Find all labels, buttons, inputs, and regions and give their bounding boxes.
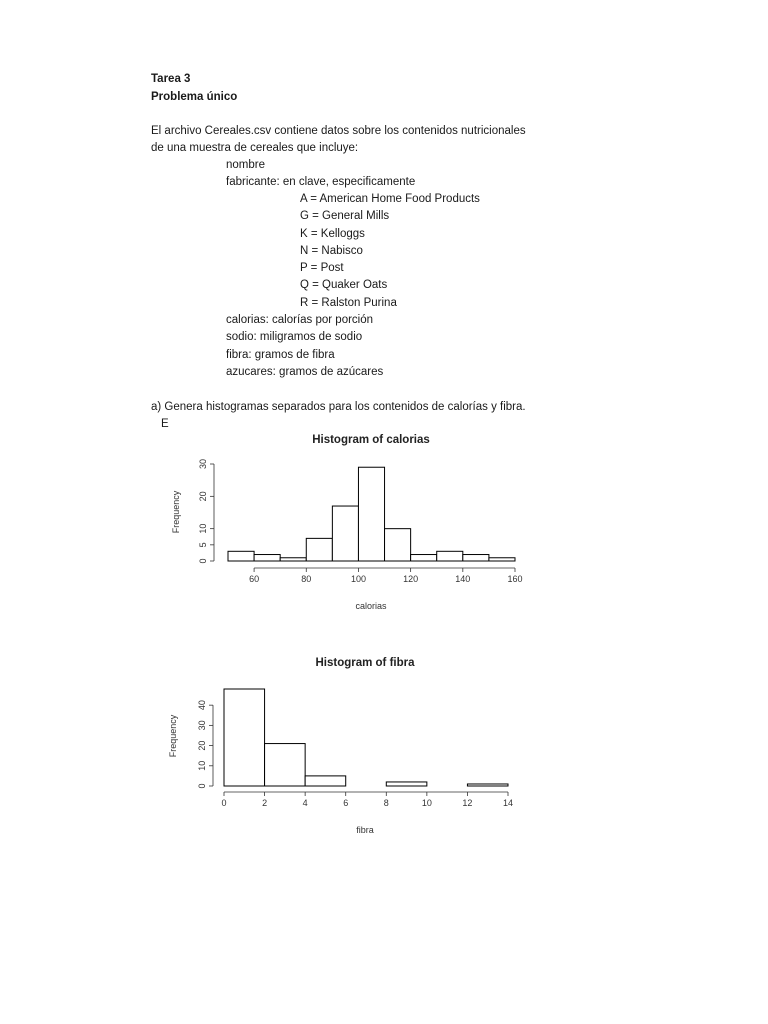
histogram-bar xyxy=(411,555,437,561)
question-a: a) Genera histogramas separados para los contenidos de calorías y fibra. xyxy=(151,401,526,413)
stray-letter: E xyxy=(161,418,169,430)
y-tick-label: 0 xyxy=(198,558,208,564)
histogram-bar xyxy=(224,689,265,786)
histogram-bar xyxy=(467,784,508,786)
histogram-fibra xyxy=(160,650,540,842)
x-tick-label: 80 xyxy=(301,574,312,584)
manufacturer-item: K = Kelloggs xyxy=(300,228,365,240)
var-nombre: nombre xyxy=(226,159,265,171)
manufacturer-item: Q = Quaker Oats xyxy=(300,279,388,291)
histogram-bar xyxy=(280,558,306,561)
histogram-bar xyxy=(489,558,515,561)
histogram-bar xyxy=(265,744,306,786)
x-tick-label: 140 xyxy=(455,574,471,584)
chart-title: Histogram of calorias xyxy=(312,434,430,446)
x-tick-label: 60 xyxy=(249,574,260,584)
histogram-bar xyxy=(358,467,384,561)
histogram-bar xyxy=(386,782,427,786)
chart-title: Histogram of fibra xyxy=(315,657,415,669)
histogram-bar xyxy=(306,538,332,561)
x-tick-label: 4 xyxy=(302,798,308,808)
x-tick-label: 100 xyxy=(350,574,366,584)
x-tick-label: 10 xyxy=(421,798,432,808)
manufacturer-item: P = Post xyxy=(300,262,344,274)
y-tick-label: 30 xyxy=(198,458,208,470)
y-tick-label: 10 xyxy=(197,760,207,771)
intro-line-2: de una muestra de cereales que incluye: xyxy=(151,142,359,154)
y-tick-label: 30 xyxy=(197,720,207,731)
intro-line-1: El archivo Cereales.csv contiene datos sobre los contenidos nutricionales xyxy=(151,125,526,137)
histogram-bar xyxy=(305,776,346,786)
var-fibra: fibra: gramos de fibra xyxy=(226,349,335,361)
y-tick-label: 0 xyxy=(197,783,207,789)
var-sodio: sodio: miligramos de sodio xyxy=(226,331,363,343)
histogram-bar xyxy=(254,555,280,561)
y-tick-label: 10 xyxy=(198,523,208,534)
manufacturer-item: G = General Mills xyxy=(300,210,390,222)
x-tick-label: 2 xyxy=(262,798,268,808)
var-fabricante: fabricante: en clave, especificamente xyxy=(226,176,416,188)
task-title: Tarea 3 xyxy=(151,73,191,85)
x-tick-label: 120 xyxy=(403,574,419,584)
histogram-bar xyxy=(463,555,489,561)
x-tick-label: 6 xyxy=(343,798,349,808)
y-tick-label: 40 xyxy=(197,700,207,711)
x-tick-label: 0 xyxy=(221,798,227,808)
manufacturer-item: A = American Home Food Products xyxy=(300,193,480,205)
histogram-bar xyxy=(437,551,463,561)
y-tick-label: 5 xyxy=(198,542,208,548)
histogram-calorias xyxy=(160,426,540,618)
histogram-bar xyxy=(385,529,411,561)
y-tick-label: 20 xyxy=(197,740,207,751)
x-axis-label: calorias xyxy=(355,601,387,611)
x-tick-label: 14 xyxy=(502,798,514,808)
var-azucares: azucares: gramos de azúcares xyxy=(226,366,384,378)
manufacturer-item: R = Ralston Purina xyxy=(300,297,397,309)
histogram-bar xyxy=(332,506,358,561)
x-axis-label: fibra xyxy=(356,825,374,835)
histogram-bar xyxy=(228,551,254,561)
x-tick-label: 12 xyxy=(462,798,473,808)
problem-title: Problema único xyxy=(151,91,238,103)
y-axis-label: Frequency xyxy=(171,490,181,534)
y-tick-label: 20 xyxy=(198,491,208,502)
y-axis-label: Frequency xyxy=(168,714,178,758)
x-tick-label: 8 xyxy=(383,798,389,808)
x-tick-label: 160 xyxy=(507,574,523,584)
var-calorias: calorias: calorías por porción xyxy=(226,314,374,326)
manufacturer-item: N = Nabisco xyxy=(300,245,363,257)
